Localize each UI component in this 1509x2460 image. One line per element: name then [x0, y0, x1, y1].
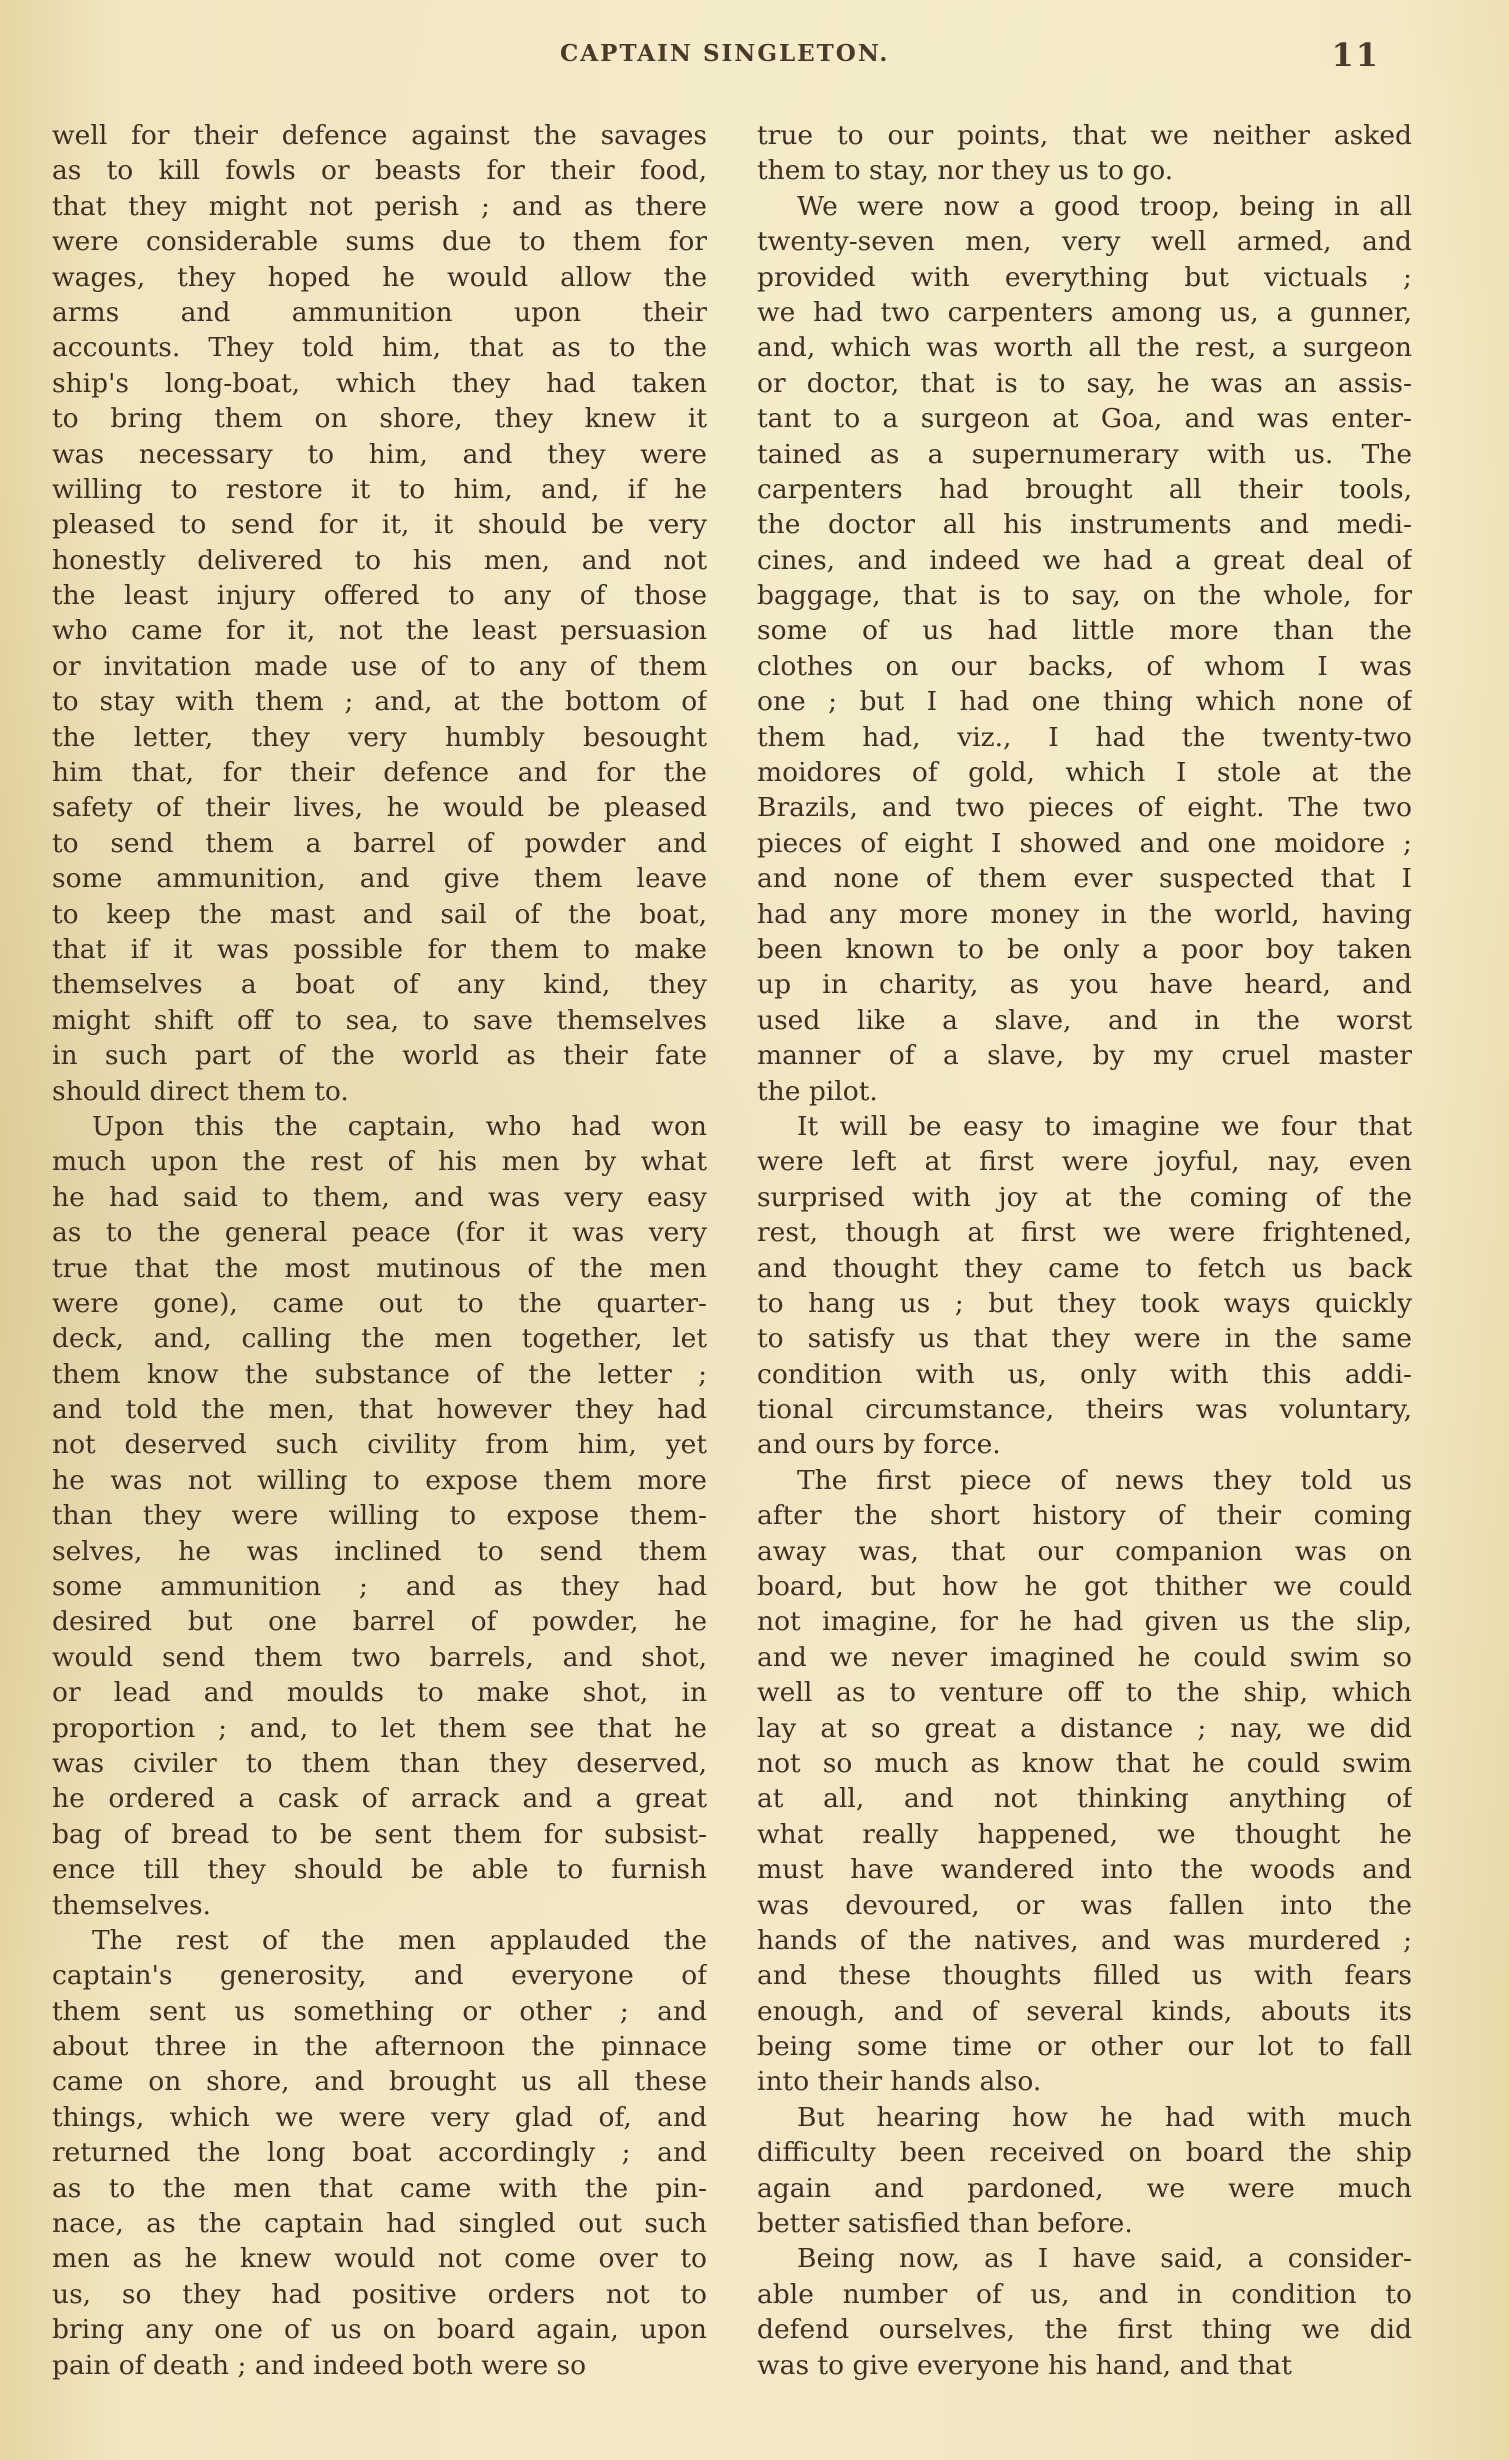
- text-line: that they might not perish ; and as there: [52, 190, 707, 222]
- text-line: to hang us ; but they took ways quickly: [757, 1287, 1412, 1319]
- text-line: much upon the rest of his men by what: [52, 1146, 707, 1178]
- text-line: as to the men that came with the pin-: [52, 2172, 707, 2204]
- text-line: and we never imagined he could swim so: [757, 1641, 1412, 1673]
- text-line: as to kill fowls or beasts for their food,: [52, 155, 707, 187]
- text-line: tional circumstance, theirs was voluntary,: [757, 1394, 1412, 1426]
- text-line: not imagine, for he had given us the slip,: [757, 1606, 1412, 1638]
- text-line: tant to a surgeon at Goa, and was enter-: [757, 403, 1412, 435]
- text-line: was civiler to them than they deserved,: [52, 1747, 707, 1779]
- text-line: them know the substance of the letter ;: [52, 1358, 707, 1390]
- text-line: provided with everything but victuals ;: [757, 261, 1412, 293]
- text-line: tained as a supernumerary with us. The: [757, 438, 1412, 470]
- text-line: and, which was worth all the rest, a surgeon: [757, 332, 1412, 364]
- running-header: [560, 36, 1380, 80]
- text-line: pieces of eight I showed and one moidore ;: [757, 827, 1412, 859]
- text-line: were considerable sums due to them for: [52, 226, 707, 258]
- text-line: Being now, as I have said, a consider-: [797, 2243, 1412, 2275]
- text-line: as to the general peace (for it was very: [52, 1217, 707, 1249]
- text-line: to stay with them ; and, at the bottom of: [52, 686, 707, 718]
- text-line: about three in the afternoon the pinnace: [52, 2031, 707, 2063]
- text-line: honestly delivered to his men, and not: [52, 544, 707, 576]
- text-line: he ordered a cask of arrack and a great: [52, 1783, 707, 1815]
- text-line: bag of bread to be sent them for subsist-: [52, 1818, 707, 1850]
- text-line: that if it was possible for them to make: [52, 933, 707, 965]
- text-line: and none of them ever suspected that I: [757, 863, 1412, 895]
- text-line: returned the long boat accordingly ; and: [52, 2137, 707, 2169]
- text-line: and thought they came to fetch us back: [757, 1252, 1412, 1284]
- text-line: were left at first were joyful, nay, even: [757, 1146, 1412, 1178]
- left-text-column: [52, 118, 707, 2383]
- text-line: men as he knew would not come over to: [52, 2243, 707, 2275]
- running-title: CAPTAIN SINGLETON.: [560, 40, 890, 67]
- text-line: to keep the mast and sail of the boat,: [52, 898, 707, 930]
- text-line: deck, and, calling the men together, let: [52, 1323, 707, 1355]
- text-line: themselves.: [52, 1889, 211, 1921]
- text-line: difficulty been received on board the ship: [757, 2137, 1412, 2169]
- text-line: used like a slave, and in the worst: [757, 1004, 1412, 1036]
- text-line: who came for it, not the least persuasion: [52, 615, 707, 647]
- text-line: It will be easy to imagine we four that: [797, 1110, 1412, 1142]
- text-line: The rest of the men applauded the: [92, 1924, 707, 1956]
- text-line: what really happened, we thought he: [757, 1818, 1412, 1850]
- text-line: selves, he was inclined to send them: [52, 1535, 707, 1567]
- text-line: being some time or other our lot to fall: [757, 2031, 1412, 2063]
- right-text-column: [757, 118, 1412, 2383]
- text-line: should direct them to.: [52, 1075, 349, 1107]
- text-line: wages, they hoped he would allow the: [52, 261, 707, 293]
- text-line: surprised with joy at the coming of the: [757, 1181, 1412, 1213]
- text-line: came on shore, and brought us all these: [52, 2066, 707, 2098]
- text-line: well for their defence against the savages: [52, 120, 707, 151]
- text-line: accounts. They told him, that as to the: [52, 332, 707, 364]
- text-line: some ammunition, and give them leave: [52, 863, 707, 895]
- text-line: twenty-seven men, very well armed, and: [757, 226, 1412, 258]
- text-line: was to give everyone his hand, and that: [757, 2349, 1292, 2381]
- text-line: pleased to send for it, it should be very: [52, 509, 707, 541]
- text-line: after the short history of their coming: [757, 1500, 1412, 1532]
- text-line: The first piece of news they told us: [797, 1464, 1412, 1496]
- text-line: enough, and of several kinds, abouts its: [757, 1995, 1412, 2027]
- text-line: must have wandered into the woods and: [757, 1854, 1412, 1886]
- text-line: would send them two barrels, and shot,: [52, 1641, 707, 1673]
- text-line: some ammunition ; and as they had: [52, 1571, 707, 1603]
- text-line: away was, that our companion was on: [757, 1535, 1412, 1567]
- text-line: the doctor all his instruments and medi-: [757, 509, 1412, 541]
- text-line: moidores of gold, which I stole at the: [757, 757, 1412, 789]
- text-line: defend ourselves, the first thing we did: [757, 2314, 1412, 2346]
- text-line: the letter, they very humbly besought: [52, 721, 707, 753]
- text-line: cines, and indeed we had a great deal of: [757, 544, 1412, 576]
- text-line: pain of death ; and indeed both were so: [52, 2349, 587, 2381]
- text-line: were gone), came out to the quarter-: [52, 1287, 707, 1319]
- text-line: captain's generosity, and everyone of: [52, 1960, 707, 1992]
- text-line: he had said to them, and was very easy: [52, 1181, 707, 1213]
- text-line: he was not willing to expose them more: [52, 1464, 707, 1496]
- text-line: lay at so great a distance ; nay, we did: [757, 1712, 1412, 1744]
- text-line: willing to restore it to him, and, if he: [52, 473, 707, 505]
- text-line: to satisfy us that they were in the same: [757, 1323, 1412, 1355]
- text-line: true that the most mutinous of the men: [52, 1252, 707, 1284]
- text-line: Brazils, and two pieces of eight. The two: [757, 792, 1412, 824]
- text-line: and ours by force.: [757, 1429, 1001, 1461]
- text-line: condition with us, only with this addi-: [757, 1358, 1412, 1390]
- text-line: Upon this the captain, who had won: [92, 1110, 707, 1142]
- text-line: again and pardoned, we were much: [757, 2172, 1412, 2204]
- text-line: we had two carpenters among us, a gunner,: [757, 296, 1412, 328]
- text-line: desired but one barrel of powder, he: [52, 1606, 707, 1638]
- text-line: the least injury offered to any of those: [52, 580, 707, 612]
- text-line: some of us had little more than the: [757, 615, 1412, 647]
- text-line: or doctor, that is to say, he was an assis-: [757, 367, 1412, 399]
- text-line: ship's long-boat, which they had taken: [52, 367, 707, 399]
- text-line: had any more money in the world, having: [757, 898, 1412, 930]
- text-line: or lead and moulds to make shot, in: [52, 1677, 707, 1709]
- text-line: the pilot.: [757, 1075, 878, 1107]
- text-line: manner of a slave, by my cruel master: [757, 1040, 1412, 1072]
- text-line: We were now a good troop, being in all: [797, 190, 1412, 222]
- text-line: themselves a boat of any kind, they: [52, 969, 707, 1001]
- text-line: not so much as know that he could swim: [757, 1747, 1412, 1779]
- text-line: into their hands also.: [757, 2066, 1042, 2098]
- text-line: well as to venture off to the ship, which: [757, 1677, 1412, 1709]
- text-line: up in charity, as you have heard, and: [757, 969, 1412, 1001]
- text-line: hands of the natives, and was murdered ;: [757, 1924, 1412, 1956]
- text-line: or invitation made use of to any of them: [52, 650, 707, 682]
- text-line: at all, and not thinking anything of: [757, 1783, 1412, 1815]
- text-line: them sent us something or other ; and: [52, 1995, 707, 2027]
- text-line: to bring them on shore, they knew it: [52, 403, 707, 435]
- text-line: might shift off to sea, to save themselves: [52, 1004, 707, 1036]
- text-line: bring any one of us on board again, upon: [52, 2314, 707, 2346]
- text-line: But hearing how he had with much: [797, 2101, 1412, 2133]
- text-line: arms and ammunition upon their: [52, 296, 707, 328]
- page-number: 11: [1331, 36, 1380, 74]
- text-line: him that, for their defence and for the: [52, 757, 707, 789]
- text-line: and told the men, that however they had: [52, 1394, 707, 1426]
- text-line: board, but how he got thither we could: [757, 1571, 1412, 1603]
- text-line: them had, viz., I had the twenty-two: [757, 721, 1412, 753]
- text-line: better satisfied than before.: [757, 2208, 1133, 2240]
- text-line: clothes on our backs, of whom I was: [757, 650, 1412, 682]
- text-line: us, so they had positive orders not to: [52, 2278, 707, 2310]
- text-line: not deserved such civility from him, yet: [52, 1429, 707, 1461]
- text-line: and these thoughts filled us with fears: [757, 1960, 1412, 1992]
- text-line: able number of us, and in condition to: [757, 2278, 1412, 2310]
- text-line: true to our points, that we neither asked: [757, 120, 1412, 151]
- text-line: was necessary to him, and they were: [52, 438, 707, 470]
- text-line: proportion ; and, to let them see that he: [52, 1712, 707, 1744]
- text-line: carpenters had brought all their tools,: [757, 473, 1412, 505]
- text-line: things, which we were very glad of, and: [52, 2101, 707, 2133]
- text-line: them to stay, nor they us to go.: [757, 155, 1174, 187]
- text-line: baggage, that is to say, on the whole, for: [757, 580, 1412, 612]
- text-line: ence till they should be able to furnish: [52, 1854, 707, 1886]
- text-line: to send them a barrel of powder and: [52, 827, 707, 859]
- text-line: was devoured, or was fallen into the: [757, 1889, 1412, 1921]
- text-line: in such part of the world as their fate: [52, 1040, 707, 1072]
- text-line: nace, as the captain had singled out such: [52, 2208, 707, 2240]
- text-line: than they were willing to expose them-: [52, 1500, 707, 1532]
- text-line: one ; but I had one thing which none of: [757, 686, 1412, 718]
- text-line: safety of their lives, he would be pleased: [52, 792, 707, 824]
- text-line: been known to be only a poor boy taken: [757, 933, 1412, 965]
- text-line: rest, though at first we were frightened,: [757, 1217, 1412, 1249]
